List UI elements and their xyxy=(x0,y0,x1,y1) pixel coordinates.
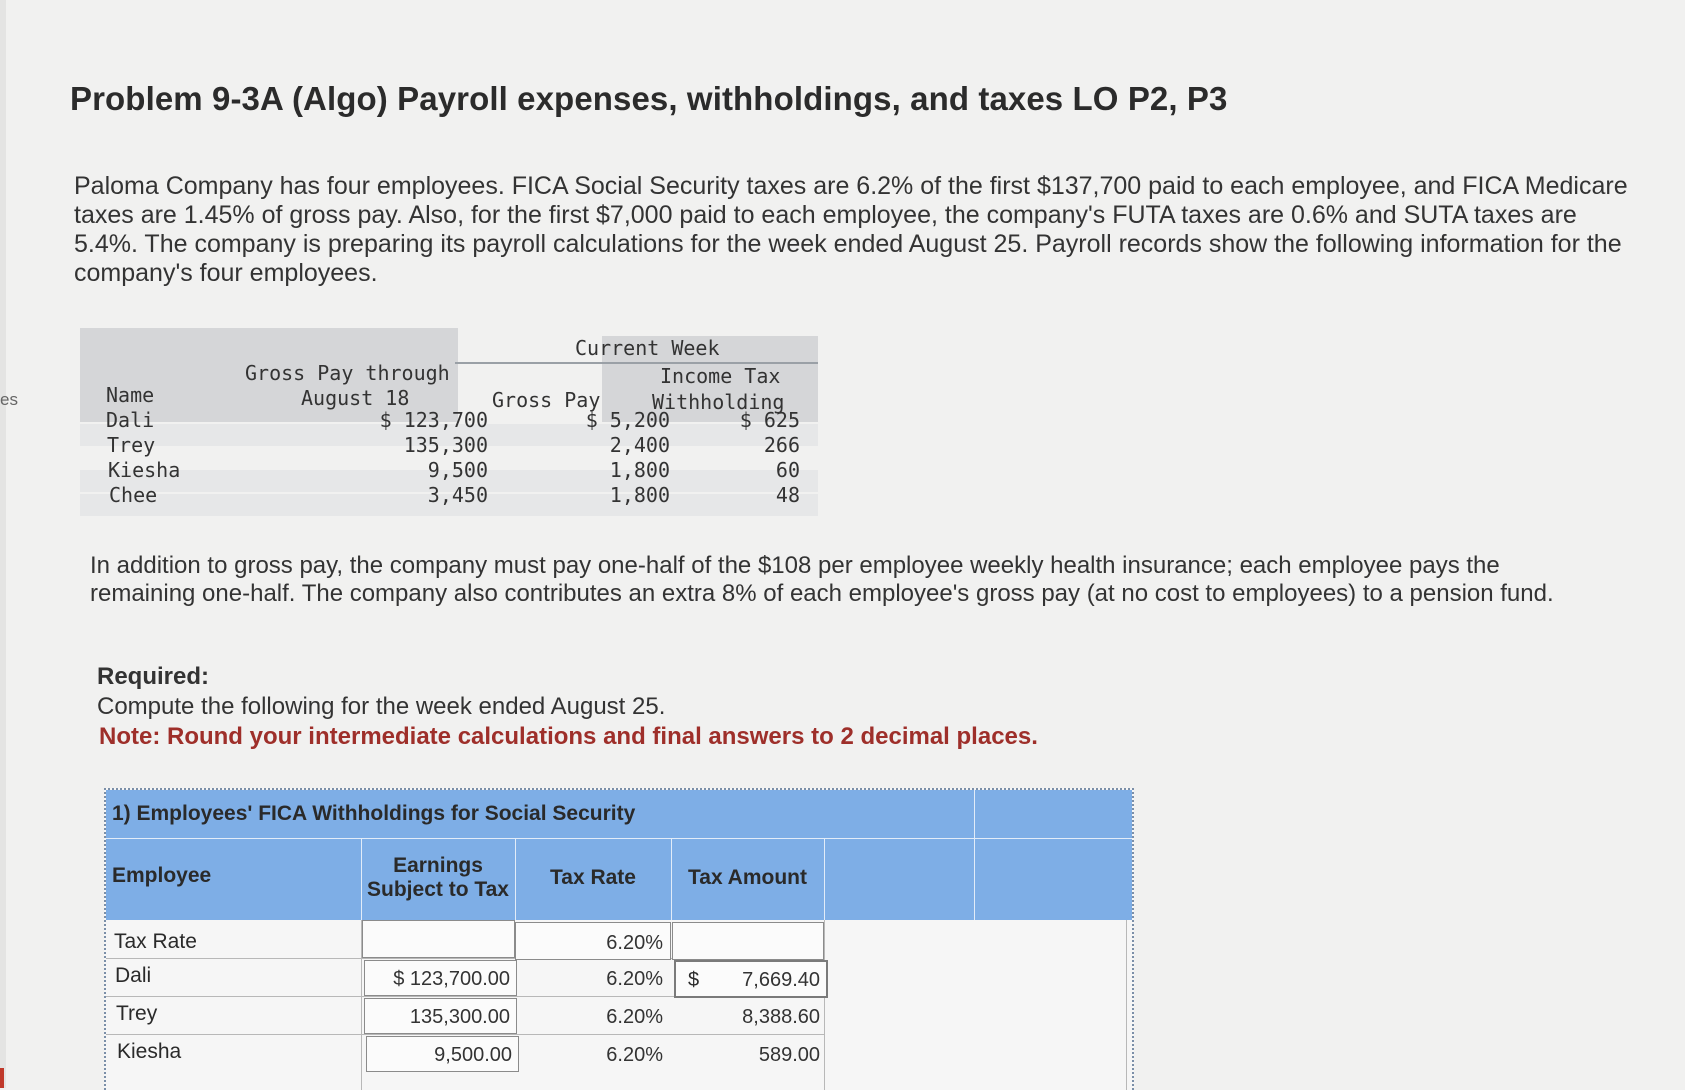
row-gross-pay: 1,800 xyxy=(609,483,670,507)
row-name: Dali xyxy=(106,408,155,432)
group-header-current-week: Current Week xyxy=(575,336,720,360)
header-divider xyxy=(106,838,1132,839)
tax-amount-value: 7,669.40 xyxy=(742,969,820,991)
row-name: Trey xyxy=(107,433,156,457)
row-gross-through: 135,300 xyxy=(403,433,488,457)
row-income-tax: $ 625 xyxy=(739,408,800,432)
header-income-tax: Income Tax xyxy=(660,364,781,388)
row-income-tax: 60 xyxy=(775,458,800,482)
row-income-tax: 266 xyxy=(763,433,800,457)
tax-amount-input[interactable] xyxy=(672,922,824,960)
row-label-dali: Dali xyxy=(115,964,152,987)
row-label-tax-rate: Tax Rate xyxy=(114,930,197,953)
earnings-value: 135,300.00 xyxy=(409,1006,510,1028)
left-panel-edge xyxy=(0,0,6,1088)
required-text: Compute the following for the week ended August 25. xyxy=(97,693,666,720)
column-earnings: Earnings xyxy=(393,854,483,877)
row-income-tax: 48 xyxy=(775,483,800,507)
payroll-info-table xyxy=(80,328,818,516)
earnings-input[interactable] xyxy=(362,920,515,958)
additional-info: In addition to gross pay, the company must pay one-half of the $108 per employee weekly health insurance; each employee pays the remaining one-half. The company also contributes an extra 8% of each employee's gross pay (at no cost to employees) to a pension fund. xyxy=(90,552,1554,607)
fica-answer-table xyxy=(104,788,1134,1090)
header-gross-through: Gross Pay through xyxy=(245,361,450,385)
problem-intro: Paloma Company has four employees. FICA Social Security taxes are 6.2% of the first $137,700 paid to each employee, and FICA Medicare taxes are 1.45% of gross pay. Also, for the first $7,000 paid to each employee, the company's FUTA taxes are 0.6% and SUTA taxes are 5.4%. The company is preparing its payroll calculations for the week ended August 25. Payroll records show the following information for the company's four employees. xyxy=(74,172,1628,287)
row-name: Chee xyxy=(109,483,158,507)
earnings-value: 9,500.00 xyxy=(434,1044,512,1066)
header-gross-pay: Gross Pay xyxy=(492,388,601,412)
currency-symbol: $ xyxy=(688,969,700,991)
header-august-18: August 18 xyxy=(301,386,410,410)
header-name: Name xyxy=(106,383,155,407)
red-indicator xyxy=(0,1068,4,1088)
row-label-trey: Trey xyxy=(116,1002,158,1025)
row-label-kiesha: Kiesha xyxy=(117,1040,182,1063)
header-divider xyxy=(974,790,975,920)
column-earnings-subject: Subject to Tax xyxy=(367,878,509,901)
row-gross-through: $ 123,700 xyxy=(379,408,488,432)
row-gross-through: 3,450 xyxy=(427,483,488,507)
row-name: Kiesha xyxy=(108,458,181,482)
column-employee: Employee xyxy=(112,864,212,887)
header-withholding: Withholding xyxy=(652,390,785,414)
tax-amount-value: 8,388.60 xyxy=(742,1006,820,1028)
row-gross-pay: 2,400 xyxy=(609,433,670,457)
required-label: Required: xyxy=(97,663,210,690)
section-title: 1) Employees' FICA Withholdings for Social Security xyxy=(112,802,636,825)
tax-rate-value: 6.20% xyxy=(606,932,663,954)
row-gross-pay: $ 5,200 xyxy=(585,408,670,432)
tax-rate-value: 6.20% xyxy=(606,968,663,990)
column-divider xyxy=(824,920,825,1090)
column-divider xyxy=(1126,920,1127,1090)
side-tab-label[interactable]: es xyxy=(0,390,18,409)
row-gross-pay: 1,800 xyxy=(609,458,670,482)
row-gross-through: 9,500 xyxy=(427,458,488,482)
column-tax-rate: Tax Rate xyxy=(550,866,636,889)
tax-rate-value: 6.20% xyxy=(606,1044,663,1066)
header-divider xyxy=(824,838,825,920)
tax-amount-value: 589.00 xyxy=(758,1044,820,1066)
rounding-note: Note: Round your intermediate calculations and final answers to 2 decimal places. xyxy=(99,723,1038,750)
problem-title: Problem 9-3A (Algo) Payroll expenses, withholdings, and taxes LO P2, P3 xyxy=(70,80,1228,117)
row-divider xyxy=(106,1034,824,1035)
earnings-value: $ 123,700.00 xyxy=(393,968,510,990)
column-tax-amount: Tax Amount xyxy=(688,866,807,889)
tax-rate-value: 6.20% xyxy=(606,1006,663,1028)
